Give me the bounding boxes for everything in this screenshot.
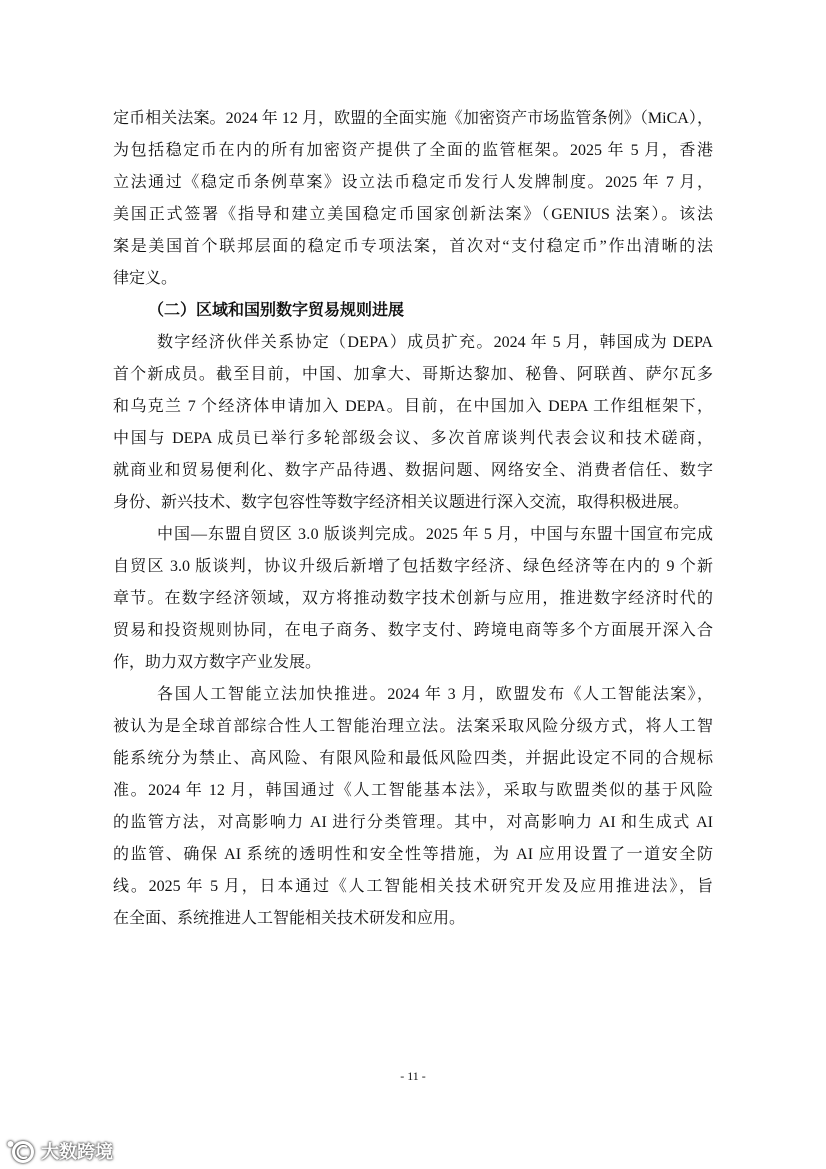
text-line: 美国正式签署《指导和建立美国稳定币国家创新法案》（GENIUS 法案）。该法	[113, 206, 713, 223]
text-line: 中国与 DEPA 成员已举行多轮部级会议、多次首席谈判代表会议和技术磋商，	[113, 430, 713, 447]
document-body	[113, 103, 713, 935]
text-line: 和乌克兰 7 个经济体申请加入 DEPA。目前，在中国加入 DEPA 工作组框架下，	[113, 398, 713, 415]
watermark	[5, 1139, 113, 1167]
text-line: 的监管方法，对高影响力 AI 进行分类管理。其中，对高影响力 AI 和生成式 AI	[113, 814, 713, 831]
text-line: 身份、新兴技术、数字包容性等数字经济相关议题进行深入交流，取得积极进展。	[113, 494, 690, 511]
text-line: 被认为是全球首部综合性人工智能治理立法。法案采取风险分级方式，将人工智	[113, 718, 713, 735]
text-line: 自贸区 3.0 版谈判，协议升级后新增了包括数字经济、绿色经济等在内的 9 个新	[113, 558, 713, 575]
text-line: 章节。在数字经济领域，双方将推动数字技术创新与应用，推进数字经济时代的	[113, 590, 713, 607]
paragraph-lead: 数字经济伙伴关系协定（DEPA）成员扩充。	[157, 334, 494, 351]
paragraph-ai-legislation	[113, 679, 713, 935]
text-run: 2025 年 5 月，中国与东盟十国宣布完成	[425, 526, 713, 543]
text-line: 首个新成员。截至目前，中国、加拿大、哥斯达黎加、秘鲁、阿联酋、萨尔瓦多	[113, 366, 713, 383]
continued-paragraph	[113, 103, 713, 295]
brand-logo-icon	[5, 1138, 37, 1169]
text-line	[113, 519, 713, 551]
text-line: 线。2025 年 5 月，日本通过《人工智能相关技术研究开发及应用推进法》，旨	[113, 878, 713, 895]
text-run: 2024 年 3 月，欧盟发布《人工智能法案》，	[387, 686, 713, 703]
paragraph-lead: 中国—东盟自贸区 3.0 版谈判完成。	[157, 526, 426, 543]
text-line: 为包括稳定币在内的所有加密资产提供了全面的监管框架。2025 年 5 月，香港	[113, 142, 713, 159]
text-line: 贸易和投资规则协同，在电子商务、数字支付、跨境电商等多个方面展开深入合	[113, 622, 713, 639]
text-line: 能系统分为禁止、高风险、有限风险和最低风险四类，并据此设定不同的合规标	[113, 750, 713, 767]
text-line: 准。2024 年 12 月，韩国通过《人工智能基本法》，采取与欧盟类似的基于风险	[113, 782, 713, 799]
text-line	[113, 679, 713, 711]
page-number: - 11 -	[400, 1069, 426, 1083]
section-heading: （二）区域和国别数字贸易规则进展	[148, 302, 405, 319]
text-line: 作，助力双方数字产业发展。	[113, 654, 322, 671]
text-line: 在全面、系统推进人工智能相关技术研发和应用。	[113, 910, 466, 927]
text-line: 的监管、确保 AI 系统的透明性和安全性等措施，为 AI 应用设置了一道安全防	[113, 846, 713, 863]
paragraph-china-asean	[113, 519, 713, 679]
paragraph-lead: 各国人工智能立法加快推进。	[157, 686, 388, 703]
text-line: 律定义。	[113, 270, 178, 287]
text-line: 案是美国首个联邦层面的稳定币专项法案，首次对“支付稳定币”作出清晰的法	[113, 238, 713, 255]
paragraph-depa	[113, 327, 713, 519]
text-line: 立法通过《稳定币条例草案》设立法币稳定币发行人发牌制度。2025 年 7 月，	[113, 174, 713, 191]
text-line: 就商业和贸易便利化、数字产品待遇、数据问题、网络安全、消费者信任、数字	[113, 462, 713, 479]
watermark-text: 大数跨境	[41, 1142, 113, 1163]
text-run: 2024 年 5 月，韩国成为 DEPA	[493, 334, 713, 351]
text-line: 定币相关法案。2024 年 12 月，欧盟的全面实施《加密资产市场监管条例》（MiCA），	[113, 110, 713, 127]
text-line	[113, 327, 713, 359]
